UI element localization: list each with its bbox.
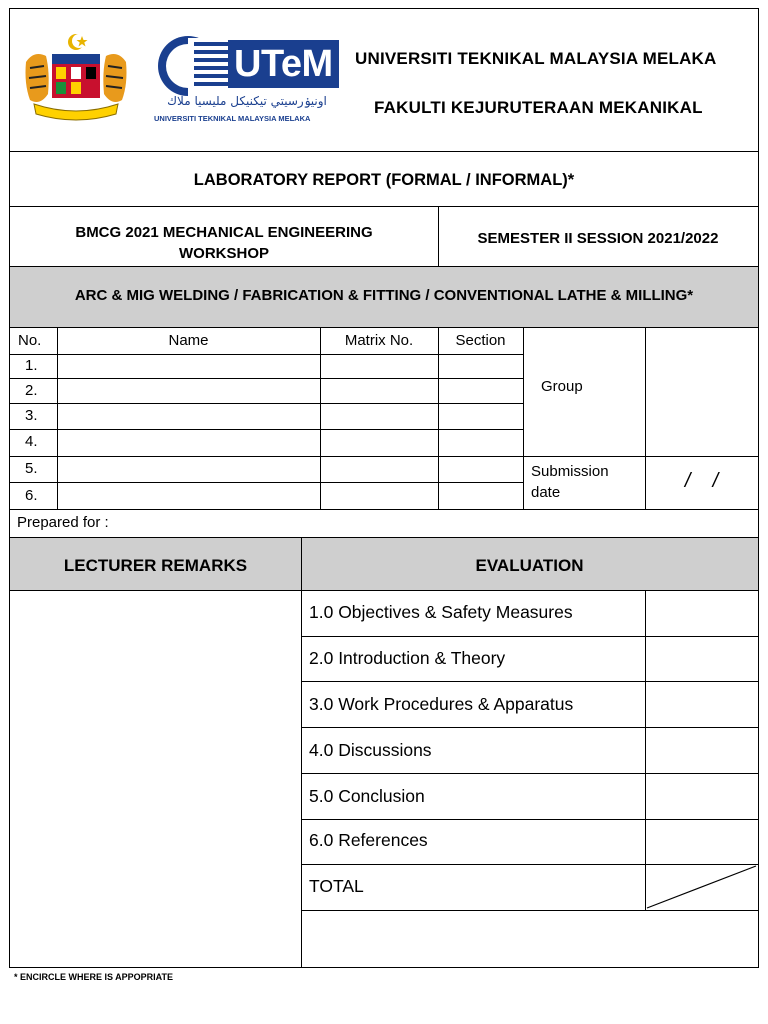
lecturer-remarks-heading: LECTURER REMARKS [63,556,248,575]
utem-logo-caption: UNIVERSITI TEKNIKAL MALAYSIA MELAKA [154,114,311,123]
faculty-name: FAKULTI KEJURUTERAAN MEKANIKAL [374,98,703,117]
activities-list: ARC & MIG WELDING / FABRICATION & FITTING / CONVENTIONAL LATHE & MILLING* [74,287,694,304]
utem-logo [150,34,345,128]
eval-item-references: 6.0 References [309,830,428,850]
eval-item-discussions: 4.0 Discussions [309,740,432,760]
university-name: UNIVERSITI TEKNIKAL MALAYSIA MELAKA [355,49,717,68]
eval-item-objectives: 1.0 Objectives & Safety Measures [309,602,573,622]
semester-session: SEMESTER II SESSION 2021/2022 [477,230,719,247]
footnote: * ENCIRCLE WHERE IS APPOPRIATE [14,972,174,982]
course-name-line1: BMCG 2021 MECHANICAL ENGINEERING [75,224,373,241]
eval-item-introduction: 2.0 Introduction & Theory [309,648,506,668]
coat-of-arms-logo [20,32,132,122]
evaluation-heading: EVALUATION [475,556,584,575]
submission-date-field[interactable]: / / [684,470,719,492]
eval-item-conclusion: 5.0 Conclusion [309,786,425,806]
eval-item-total: TOTAL [309,876,364,896]
prepared-for-label: Prepared for : [17,514,109,531]
row-number-4: 4. [25,433,38,450]
utem-logo-jawi: اونيۏرسيتي تيكنيكل مليسيا ملاك [167,94,327,108]
col-header-name: Name [168,332,209,349]
utem-logo-wordmark: UTeM [228,40,339,88]
group-label: Group [541,378,583,395]
submission-date-label: date [531,484,561,501]
row-number-6: 6. [25,487,38,504]
total-cell-diagonal [645,864,758,910]
row-number-2: 2. [25,382,38,399]
row-number-5: 5. [25,460,38,477]
eval-item-procedures: 3.0 Work Procedures & Apparatus [309,694,574,714]
report-title: LABORATORY REPORT (FORMAL / INFORMAL)* [193,171,575,189]
col-header-no: No. [18,332,42,349]
submission-label: Submission [531,463,609,480]
row-number-1: 1. [25,357,38,374]
row-number-3: 3. [25,407,38,424]
course-name-line2: WORKSHOP [179,245,269,262]
col-header-matrix: Matrix No. [344,332,414,349]
col-header-section: Section [455,332,506,349]
